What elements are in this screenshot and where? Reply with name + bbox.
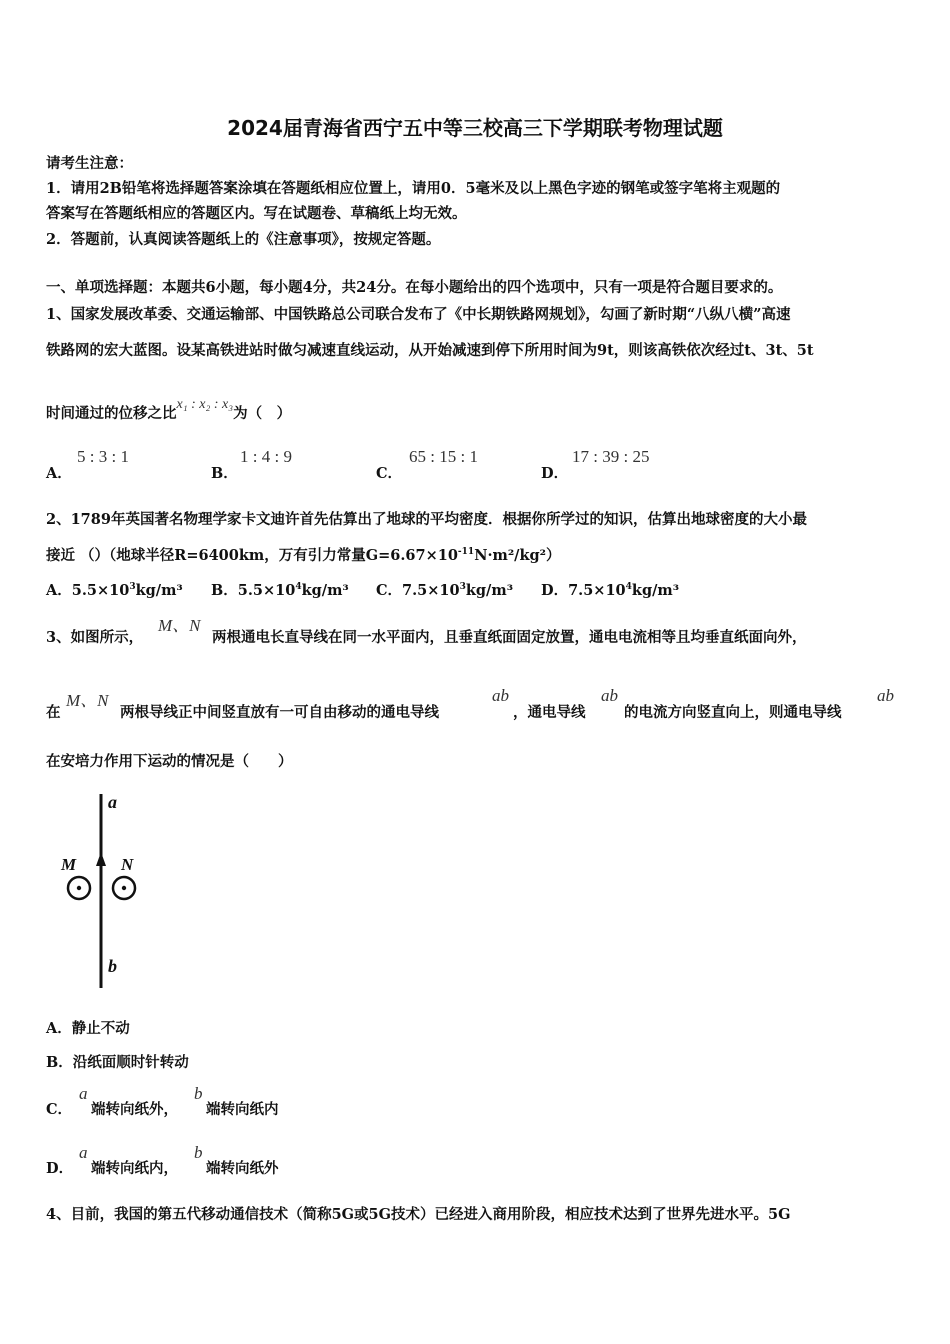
q3-option-d-label[interactable]: D． bbox=[46, 1160, 74, 1177]
q1-option-c-value: 65 : 15 : 1 bbox=[409, 447, 478, 466]
q3-figure bbox=[55, 790, 165, 990]
q3-option-d-var1: a bbox=[79, 1143, 88, 1162]
q3-option-c-text2: 端转向纸内 bbox=[206, 1101, 279, 1118]
q3-option-d-var2: b bbox=[194, 1143, 203, 1162]
notice-line-1: 1．请用2B铅笔将选择题答案涂填在答题纸相应位置上，请用0．5毫米及以上黑色字迹的钢笔或签字笔将主观题的 bbox=[46, 180, 781, 197]
q2-option-b[interactable] bbox=[211, 579, 349, 600]
q2-option-c-unit: kg/m³ bbox=[465, 582, 514, 599]
q2-option-c-mant: 7.5×10 bbox=[402, 582, 460, 599]
q1-option-d-value: 17 : 39 : 25 bbox=[572, 447, 650, 466]
q2-option-b-unit: kg/m³ bbox=[301, 582, 349, 599]
q1-option-b-label[interactable]: B． bbox=[211, 465, 238, 482]
q3-ab-1: ab bbox=[492, 686, 509, 705]
q2-option-d-label: D． bbox=[541, 582, 569, 599]
q3-line-1-post: 两根通电长直导线在同一水平面内，且垂直纸面固定放置，通电电流相等且均垂直纸面向外， bbox=[212, 629, 807, 646]
q2-option-b-label: B． bbox=[211, 582, 238, 599]
q1-line-3-post: 为（ ） bbox=[233, 405, 292, 422]
q3-option-a-text: 静止不动 bbox=[71, 1020, 130, 1037]
q3-mn-2: M、N bbox=[66, 691, 109, 710]
notice-line-1b: 答案写在答题纸相应的答题区内。写在试题卷、草稿纸上均无效。 bbox=[46, 205, 467, 222]
q2-option-a[interactable] bbox=[46, 579, 183, 600]
notice-line-2: 2．答题前，认真阅读答题纸上的《注意事项》，按规定答题。 bbox=[46, 231, 441, 248]
q2-option-b-mant: 5.5×10 bbox=[237, 582, 296, 599]
q3-ab-2: ab bbox=[601, 686, 618, 705]
q3-option-a-label: A． bbox=[46, 1020, 72, 1037]
fig-label-n: N bbox=[121, 855, 134, 874]
q3-line-1-pre: 3、如图所示， bbox=[46, 629, 144, 646]
q2-line-2 bbox=[46, 544, 561, 565]
section-heading: 一、单项选择题：本题共6小题，每小题4分，共24分。在每小题给出的四个选项中，只有一项是符合题目要求的。 bbox=[46, 279, 783, 296]
q3-line-2-a: 在 bbox=[46, 704, 61, 721]
q1-option-c-label[interactable]: C． bbox=[376, 465, 403, 482]
q3-line-2-d: 的电流方向竖直向上，则通电导线 bbox=[624, 704, 842, 721]
page-title: 2024届青海省西宁五中等三校高三下学期联考物理试题 bbox=[227, 116, 723, 140]
q2-option-a-mant: 5.5×10 bbox=[71, 582, 130, 599]
q3-option-b-label: B． bbox=[46, 1054, 73, 1071]
q1-option-a-label[interactable]: A． bbox=[46, 465, 72, 482]
q3-option-d-text2: 端转向纸外 bbox=[206, 1160, 279, 1177]
q3-ab-3: ab bbox=[877, 686, 894, 705]
q2-option-a-label: A． bbox=[46, 582, 72, 599]
q3-option-c-label[interactable]: C． bbox=[46, 1101, 73, 1118]
fig-label-m: M bbox=[61, 855, 77, 874]
q2-option-d[interactable] bbox=[541, 579, 679, 600]
q2-option-c[interactable] bbox=[376, 579, 513, 600]
q2-option-d-exp: 4 bbox=[625, 582, 632, 592]
q2-line-2-post: N·m²/kg²） bbox=[474, 547, 561, 564]
q4-line-1: 4、目前，我国的第五代移动通信技术（简称5G或5G技术）已经进入商用阶段，相应技术达到了世界先进水平。5G bbox=[46, 1206, 791, 1223]
q1-option-d-label[interactable]: D． bbox=[541, 465, 569, 482]
q2-line-2-pre: 接近 （）（地球半径R=6400km，万有引力常量G=6.67×10 bbox=[46, 547, 458, 564]
fig-label-a: a bbox=[108, 792, 117, 812]
q3-mn-1: M、N bbox=[158, 616, 201, 635]
q3-option-b-text: 沿纸面顺时针转动 bbox=[72, 1054, 189, 1071]
q1-line-1: 1、国家发展改革委、交通运输部、中国铁路总公司联合发布了《中长期铁路网规划》，勾画了新时期“八纵八横”高速 bbox=[46, 306, 791, 323]
q2-line-2-exp: -11 bbox=[457, 547, 475, 557]
q3-option-c-text1: 端转向纸外， bbox=[91, 1101, 178, 1118]
q3-option-c-var2: b bbox=[194, 1084, 203, 1103]
q3-line-2-c: ，通电导线 bbox=[513, 704, 586, 721]
q3-option-b[interactable] bbox=[46, 1051, 189, 1072]
fig-label-b: b bbox=[108, 956, 117, 976]
q2-option-d-unit: kg/m³ bbox=[631, 582, 680, 599]
notice-heading: 请考生注意： bbox=[46, 155, 133, 172]
q2-option-c-label: C． bbox=[376, 582, 403, 599]
q1-line-3-pre: 时间通过的位移之比 bbox=[46, 405, 177, 422]
q2-option-c-exp: 3 bbox=[459, 582, 466, 592]
current-arrow-up-icon bbox=[96, 852, 106, 866]
q2-option-a-unit: kg/m³ bbox=[135, 582, 183, 599]
q1-line-2: 铁路网的宏大蓝图。设某高铁进站时做匀减速直线运动，从开始减速到停下所用时间为9t，则该高铁依次经过t、3t、5t bbox=[46, 342, 814, 359]
q2-line-1: 2、1789年英国著名物理学家卡文迪许首先估算出了地球的平均密度．根据你所学过的知识，估算出地球密度的大小最 bbox=[46, 511, 807, 528]
q2-option-d-mant: 7.5×10 bbox=[568, 582, 626, 599]
q2-option-a-exp: 3 bbox=[129, 582, 136, 592]
q3-line-3: 在安培力作用下运动的情况是（ ） bbox=[46, 753, 293, 770]
q1-option-a-value: 5 : 3 : 1 bbox=[77, 447, 129, 466]
q3-line-2-b: 两根导线正中间竖直放有一可自由移动的通电导线 bbox=[120, 704, 439, 721]
wire-m-dot-icon bbox=[77, 886, 81, 890]
q3-option-d-text1: 端转向纸内， bbox=[91, 1160, 178, 1177]
q2-option-b-exp: 4 bbox=[295, 582, 302, 592]
q3-option-a[interactable] bbox=[46, 1017, 130, 1038]
q1-line-3 bbox=[46, 397, 292, 423]
q3-option-c-var1: a bbox=[79, 1084, 88, 1103]
wire-n-dot-icon bbox=[122, 886, 126, 890]
q1-ratio: x₁ : x₂ : x₃ bbox=[176, 397, 234, 412]
q1-option-b-value: 1 : 4 : 9 bbox=[240, 447, 292, 466]
